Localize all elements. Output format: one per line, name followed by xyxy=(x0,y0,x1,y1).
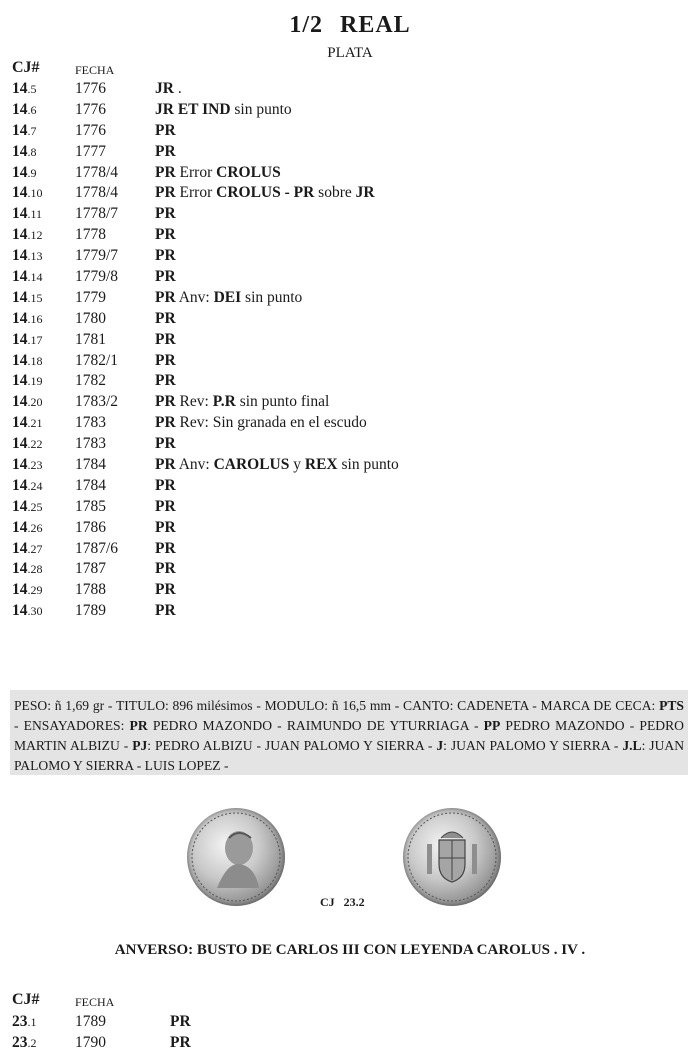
cj-number xyxy=(12,330,43,351)
fecha-value: 1790 xyxy=(75,1033,106,1051)
coin-reverse-image xyxy=(403,808,501,906)
description-segment: PR xyxy=(155,581,176,599)
description xyxy=(155,392,329,413)
cj-major: 14 xyxy=(12,581,28,599)
description-segment: PR xyxy=(155,351,176,369)
shield-icon xyxy=(403,808,501,906)
description xyxy=(155,309,176,330)
description-segment: y xyxy=(289,456,305,474)
table-row xyxy=(0,309,700,330)
bust-icon xyxy=(187,808,285,906)
cj-number xyxy=(12,100,37,121)
description xyxy=(155,225,176,246)
cj-minor: .9 xyxy=(27,165,37,180)
cj-minor: .7 xyxy=(27,123,37,138)
spec-segment: - ENSAYADORES: xyxy=(14,718,130,733)
cj-minor: .14 xyxy=(27,270,43,285)
table-row xyxy=(0,539,700,560)
description xyxy=(155,351,176,372)
cj-major: 14 xyxy=(12,288,28,306)
cj-number xyxy=(12,559,43,580)
cj-number xyxy=(12,392,43,413)
cj-minor: .18 xyxy=(27,353,43,368)
table-row xyxy=(0,121,700,142)
cj-number xyxy=(12,142,37,163)
description-segment: PR xyxy=(155,476,176,494)
cj-number xyxy=(12,476,43,497)
column-header-cj-2: CJ# xyxy=(12,991,40,1008)
description-segment: PR xyxy=(155,226,176,244)
description-segment: PR xyxy=(155,247,176,265)
table-row xyxy=(0,351,700,372)
fecha-value: 1779 xyxy=(75,288,106,306)
table-row xyxy=(0,79,700,100)
fecha-value: 1783 xyxy=(75,435,106,453)
description xyxy=(155,476,176,497)
cj-number xyxy=(12,518,43,539)
description-segment: Anv: xyxy=(175,456,214,474)
fecha-value: 1783 xyxy=(75,414,106,432)
cj-number xyxy=(12,1012,37,1033)
cj-minor: .1 xyxy=(27,1015,37,1029)
cj-minor: .27 xyxy=(27,541,43,556)
fecha-value: 1784 xyxy=(75,476,106,494)
cj-minor: .25 xyxy=(27,499,43,514)
description-segment: PR xyxy=(155,414,176,432)
description-segment: PR xyxy=(155,435,176,453)
table-row xyxy=(0,330,700,351)
table-row xyxy=(0,371,700,392)
cj-major: 14 xyxy=(12,602,28,620)
fecha-value: 1778 xyxy=(75,226,106,244)
section-heading-anverso: ANVERSO: BUSTO DE CARLOS III CON LEYENDA CAROLUS . IV . xyxy=(114,942,586,958)
table-row xyxy=(0,225,700,246)
description-segment: PR xyxy=(155,372,176,390)
cj-number xyxy=(12,204,42,225)
cj-number xyxy=(12,580,43,601)
column-header-cj: CJ# xyxy=(12,59,40,76)
description-segment: sin punto final xyxy=(235,393,330,411)
table-row xyxy=(0,267,700,288)
cj-minor: .26 xyxy=(27,520,43,535)
page-subtitle: PLATA xyxy=(327,45,373,61)
table-row xyxy=(0,204,700,225)
cj-minor: .10 xyxy=(27,186,43,201)
description-segment: PR xyxy=(170,1033,191,1051)
spec-segment: : PEDRO ALBIZU - JUAN PALOMO Y SIERRA - xyxy=(147,738,437,753)
description xyxy=(155,246,176,267)
fecha-value: 1780 xyxy=(75,309,106,327)
cj-minor: .2 xyxy=(27,1035,37,1050)
variety-list xyxy=(0,79,700,622)
cj-major: 14 xyxy=(12,456,28,474)
cj-number xyxy=(12,351,43,372)
description-segment: PR xyxy=(155,163,176,181)
description-segment: . xyxy=(173,80,182,97)
cj-number xyxy=(12,434,43,455)
cj-major: 14 xyxy=(12,184,28,202)
spec-segment: PP xyxy=(483,718,501,733)
cj-minor: .8 xyxy=(27,144,37,159)
cj-minor: .21 xyxy=(27,416,43,431)
cj-minor: .23 xyxy=(27,458,43,473)
cj-minor: .30 xyxy=(27,604,43,619)
description xyxy=(155,204,176,225)
description-segment: sobre xyxy=(314,184,356,202)
description xyxy=(155,601,176,622)
description-segment: PR xyxy=(155,142,176,160)
table-row xyxy=(0,434,700,455)
table-row xyxy=(0,142,700,163)
description xyxy=(155,100,292,121)
cj-number xyxy=(12,497,43,518)
description xyxy=(155,371,176,392)
cj-number xyxy=(12,121,37,142)
cj-minor: .12 xyxy=(27,228,43,243)
fecha-value: 1779/8 xyxy=(75,268,119,286)
cj-major: 14 xyxy=(12,393,28,411)
cj-number xyxy=(12,601,43,622)
table-row xyxy=(0,518,700,539)
fecha-value: 1787 xyxy=(75,560,106,578)
spec-segment: J xyxy=(436,738,444,753)
description-segment: PR xyxy=(155,560,176,578)
cj-major: 23 xyxy=(12,1013,28,1030)
table-row xyxy=(0,100,700,121)
table-row xyxy=(0,559,700,580)
cj-major: 14 xyxy=(12,414,28,432)
spec-segment: J.L xyxy=(622,738,642,753)
cj-number xyxy=(12,246,43,267)
fecha-value: 1789 xyxy=(75,1013,106,1030)
description-segment: P.R xyxy=(212,393,236,411)
cj-major: 14 xyxy=(12,476,28,494)
cj-number xyxy=(12,163,37,184)
description xyxy=(155,288,302,309)
description-segment: Error xyxy=(175,163,217,181)
description-segment: sin punto xyxy=(230,100,292,118)
spec-segment: PEDRO MAZONDO - PEDRO MARTIN ALBIZU - xyxy=(14,718,684,753)
description-segment: JR xyxy=(355,184,375,202)
cj-minor: .17 xyxy=(27,332,43,347)
description-segment: Anv: xyxy=(175,288,214,306)
description xyxy=(155,455,399,476)
table-row xyxy=(0,1033,700,1054)
description xyxy=(155,539,176,560)
description-segment: PR xyxy=(155,518,176,536)
cj-minor: .28 xyxy=(27,562,43,577)
fecha-value: 1783/2 xyxy=(75,393,119,411)
cj-major: 14 xyxy=(12,518,28,536)
description xyxy=(155,267,176,288)
column-header-fecha: FECHA xyxy=(75,63,115,77)
description xyxy=(155,559,176,580)
description xyxy=(155,580,176,601)
description-segment: PR xyxy=(155,539,176,557)
description-segment: PR xyxy=(155,497,176,515)
description-segment: DEI xyxy=(213,288,242,306)
table-row xyxy=(0,163,700,184)
description-segment: sin punto xyxy=(337,456,399,474)
cj-major: 14 xyxy=(12,351,28,369)
description-segment: PR xyxy=(155,184,176,202)
fecha-value: 1776 xyxy=(75,80,106,97)
fecha-value: 1782/1 xyxy=(75,351,119,369)
table-row xyxy=(0,392,700,413)
description-segment: PR xyxy=(155,330,176,348)
fecha-value: 1782 xyxy=(75,372,106,390)
fecha-value: 1778/7 xyxy=(75,205,119,223)
table-row xyxy=(0,601,700,622)
cj-number xyxy=(12,1033,37,1054)
description-segment: PR xyxy=(155,456,176,474)
description-segment: PR xyxy=(155,121,176,139)
fecha-value: 1789 xyxy=(75,602,106,620)
cj-major: 14 xyxy=(12,142,28,160)
cj-number xyxy=(12,309,43,330)
spec-segment: PR xyxy=(129,718,148,733)
description xyxy=(170,1033,191,1054)
cj-major: 14 xyxy=(12,560,28,578)
cj-minor: .29 xyxy=(27,583,43,598)
cj-major: 14 xyxy=(12,268,28,286)
spec-segment: : JUAN PALOMO Y SIERRA - LUIS LOPEZ - xyxy=(14,738,685,773)
description-segment: Error xyxy=(175,184,217,202)
description xyxy=(155,163,281,184)
cj-minor: .6 xyxy=(27,102,37,117)
table-row xyxy=(0,497,700,518)
fecha-value: 1785 xyxy=(75,497,106,515)
coin-specifications xyxy=(10,690,688,775)
description xyxy=(170,1012,191,1033)
cj-number xyxy=(12,371,43,392)
cj-minor: .22 xyxy=(27,437,43,452)
table-row xyxy=(0,246,700,267)
description xyxy=(155,434,176,455)
cj-major: 14 xyxy=(12,205,28,223)
cj-minor: .24 xyxy=(27,478,43,493)
spec-segment: : JUAN PALOMO Y SIERRA - xyxy=(443,738,623,753)
cj-major: 23 xyxy=(12,1033,28,1051)
description-segment: PR xyxy=(170,1013,191,1030)
description-segment: CROLUS xyxy=(216,163,281,181)
description-segment: Rev: Sin granada en el escudo xyxy=(175,414,367,432)
cj-number xyxy=(12,183,43,204)
fecha-value: 1777 xyxy=(75,142,106,160)
fecha-value: 1784 xyxy=(75,456,106,474)
fecha-value: 1788 xyxy=(75,581,106,599)
description-segment: CROLUS - PR xyxy=(216,184,315,202)
fecha-value: 1779/7 xyxy=(75,247,119,265)
cj-number xyxy=(12,455,43,476)
cj-number xyxy=(12,288,43,309)
table-row xyxy=(0,288,700,309)
table-row xyxy=(0,476,700,497)
description-segment: sin punto xyxy=(241,288,303,306)
cj-minor: .16 xyxy=(27,311,43,326)
fecha-value: 1778/4 xyxy=(75,163,119,181)
description xyxy=(155,79,182,100)
cj-minor: .20 xyxy=(27,395,43,410)
cj-number xyxy=(12,413,43,434)
description-segment: JR ET IND xyxy=(155,100,231,118)
description xyxy=(155,330,176,351)
cj-number xyxy=(12,225,43,246)
cj-number xyxy=(12,267,43,288)
description-segment: PR xyxy=(155,205,176,223)
table-row xyxy=(0,183,700,204)
table-row xyxy=(0,413,700,434)
description-segment: PR xyxy=(155,309,176,327)
fecha-value: 1778/4 xyxy=(75,184,119,202)
cj-minor: .11 xyxy=(27,207,43,222)
description-segment: REX xyxy=(304,456,338,474)
cj-major: 14 xyxy=(12,121,28,139)
cj-major: 14 xyxy=(12,163,28,181)
variety-list-2 xyxy=(0,1012,700,1054)
description-segment: Rev: xyxy=(175,393,213,411)
table-row xyxy=(0,580,700,601)
fecha-value: 1776 xyxy=(75,100,106,118)
description-segment: PR xyxy=(155,602,176,620)
table-row xyxy=(0,455,700,476)
fecha-value: 1787/6 xyxy=(75,539,119,557)
table-row xyxy=(0,1012,700,1033)
cj-number xyxy=(12,79,37,100)
cj-major: 14 xyxy=(12,309,28,327)
description-segment: PR xyxy=(155,268,176,286)
cj-major: 14 xyxy=(12,539,28,557)
cj-number xyxy=(12,539,43,560)
spec-segment: PESO: ñ 1,69 gr - TITULO: 896 milésimos - MODULO: ñ 16,5 mm - CANTO: CADENETA - MARCA DE CECA: xyxy=(14,698,660,713)
fecha-value: 1786 xyxy=(75,518,106,536)
description-segment: CAROLUS xyxy=(213,456,290,474)
cj-major: 14 xyxy=(12,435,28,453)
description xyxy=(155,518,176,539)
description xyxy=(155,413,367,434)
fecha-value: 1781 xyxy=(75,330,106,348)
cj-major: 14 xyxy=(12,226,28,244)
description-segment: JR xyxy=(155,80,174,97)
cj-minor: .13 xyxy=(27,249,43,264)
spec-segment: PEDRO MAZONDO - RAIMUNDO DE YTURRIAGA - xyxy=(147,718,484,733)
page-title: 1/2 REAL xyxy=(289,12,411,38)
cj-major: 14 xyxy=(12,247,28,265)
cj-major: 14 xyxy=(12,330,28,348)
coin-caption: CJ 23.2 xyxy=(320,895,365,909)
description xyxy=(155,183,375,204)
cj-minor: .19 xyxy=(27,374,43,389)
spec-segment: PTS xyxy=(659,698,684,713)
cj-minor: .5 xyxy=(27,82,37,96)
fecha-value: 1776 xyxy=(75,121,106,139)
cj-minor: .15 xyxy=(27,290,43,305)
cj-major: 14 xyxy=(12,80,28,97)
description-segment: PR xyxy=(155,393,176,411)
description-segment: PR xyxy=(155,288,176,306)
cj-major: 14 xyxy=(12,100,28,118)
cj-major: 14 xyxy=(12,497,28,515)
description xyxy=(155,121,176,142)
spec-segment: PJ xyxy=(132,738,148,753)
description xyxy=(155,497,176,518)
description xyxy=(155,142,176,163)
cj-major: 14 xyxy=(12,372,28,390)
coin-obverse-image xyxy=(187,808,285,906)
column-header-fecha-2: FECHA xyxy=(75,995,115,1009)
